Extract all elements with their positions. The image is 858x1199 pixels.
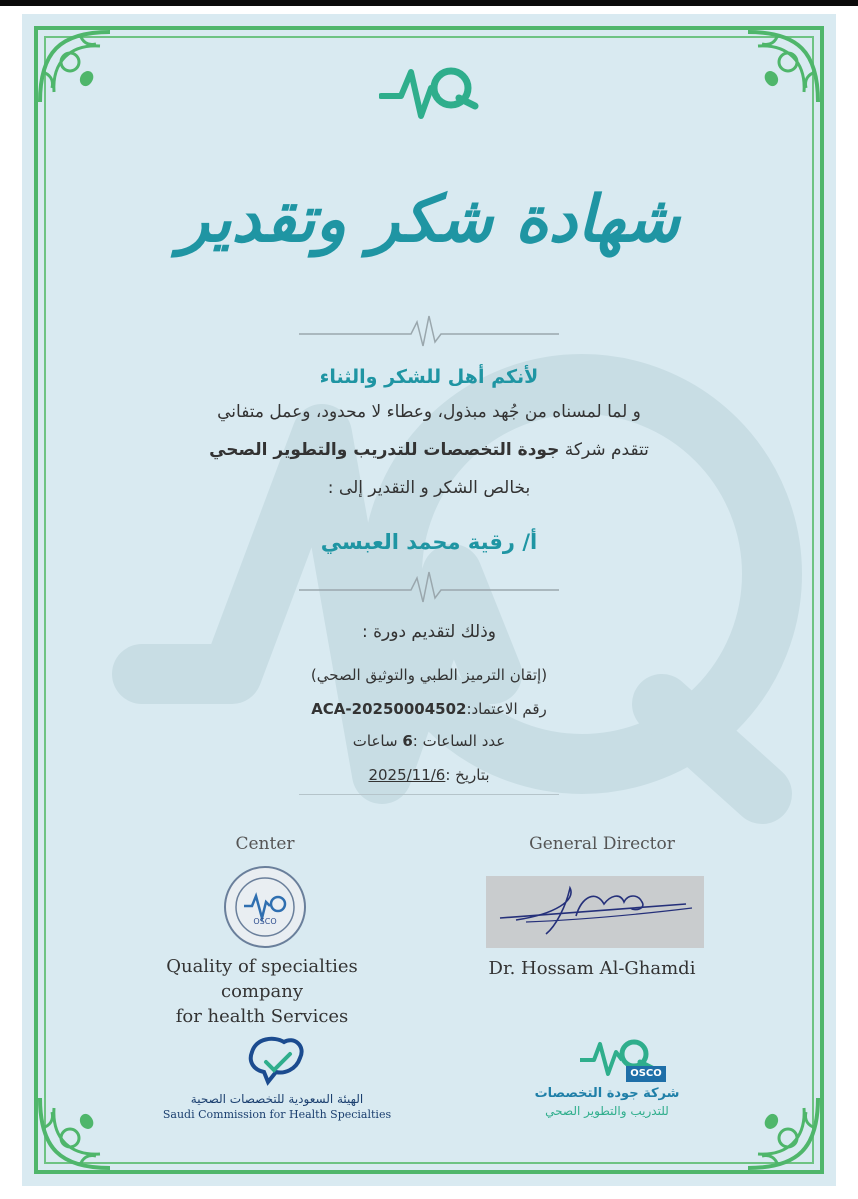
- company-line: [22, 440, 836, 460]
- hours: [22, 732, 836, 750]
- corner-ornament-icon: [30, 1086, 122, 1178]
- stamp-text: OSCO: [253, 917, 277, 926]
- date-divider: [299, 794, 559, 795]
- top-bar: [0, 0, 858, 6]
- appreciation-line: و لما لمسناه من جُهد مبذول، وعطاء لا محدود، وعمل متفاني: [217, 402, 641, 422]
- date: [22, 766, 836, 784]
- accreditation-label: رقم الاعتماد:: [466, 700, 547, 718]
- company-line-prefix: تتقدم شركة: [564, 440, 649, 460]
- course-intro: وذلك لتقديم دورة :: [362, 622, 496, 642]
- corner-ornament-icon: [736, 22, 828, 114]
- company-logo-tagline: للتدريب والتطوير الصحي: [545, 1104, 669, 1118]
- heading: لأنكم أهل للشكر والثناء: [319, 366, 539, 388]
- company-logo-name: شركة جودة التخصصات: [534, 1086, 680, 1101]
- company-stamp-icon: [220, 864, 310, 950]
- hours-unit: ساعات: [352, 732, 398, 750]
- center-name: [132, 954, 392, 1029]
- scfhs-name-en: Saudi Commission for Health Specialties: [162, 1108, 392, 1121]
- date-value: 2025/11/6: [368, 766, 446, 784]
- accreditation: [22, 700, 836, 718]
- accreditation-value: ACA-20250004502: [311, 700, 467, 718]
- director-signature-icon: [486, 876, 704, 948]
- director-name: Dr. Hossam Al-Ghamdi: [488, 958, 696, 979]
- scfhs-name-ar: الهيئة السعودية للتخصصات الصحية: [190, 1092, 364, 1106]
- center-label: Center: [235, 834, 295, 854]
- thanks-line: بخالص الشكر و التقدير إلى :: [327, 478, 531, 498]
- date-label: بتاريخ :: [445, 766, 490, 784]
- company-name: جودة التخصصات للتدريب والتطوير الصحي: [209, 440, 560, 460]
- certificate-title: شهادة شكر وتقدير: [178, 182, 680, 257]
- top-logo-icon: [379, 58, 479, 128]
- center-name-line1: Quality of specialties company: [166, 956, 358, 1002]
- hours-label: عدد الساعات :: [412, 732, 506, 750]
- director-label: General Director: [529, 834, 675, 854]
- heartbeat-divider: [299, 312, 559, 352]
- corner-ornament-icon: [30, 22, 122, 114]
- recipient-name: أ/ رقية محمد العبسي: [320, 530, 538, 554]
- corner-ornament-icon: [736, 1086, 828, 1178]
- course-name: (إتقان الترميز الطبي والتوثيق الصحي): [310, 666, 548, 684]
- heartbeat-divider: [299, 566, 559, 606]
- certificate: [22, 14, 836, 1186]
- hours-value: 6: [402, 732, 413, 750]
- osco-badge: OSCO: [626, 1066, 666, 1082]
- scfhs-logo-icon: [244, 1032, 310, 1088]
- center-name-line2: for health Services: [175, 1006, 349, 1027]
